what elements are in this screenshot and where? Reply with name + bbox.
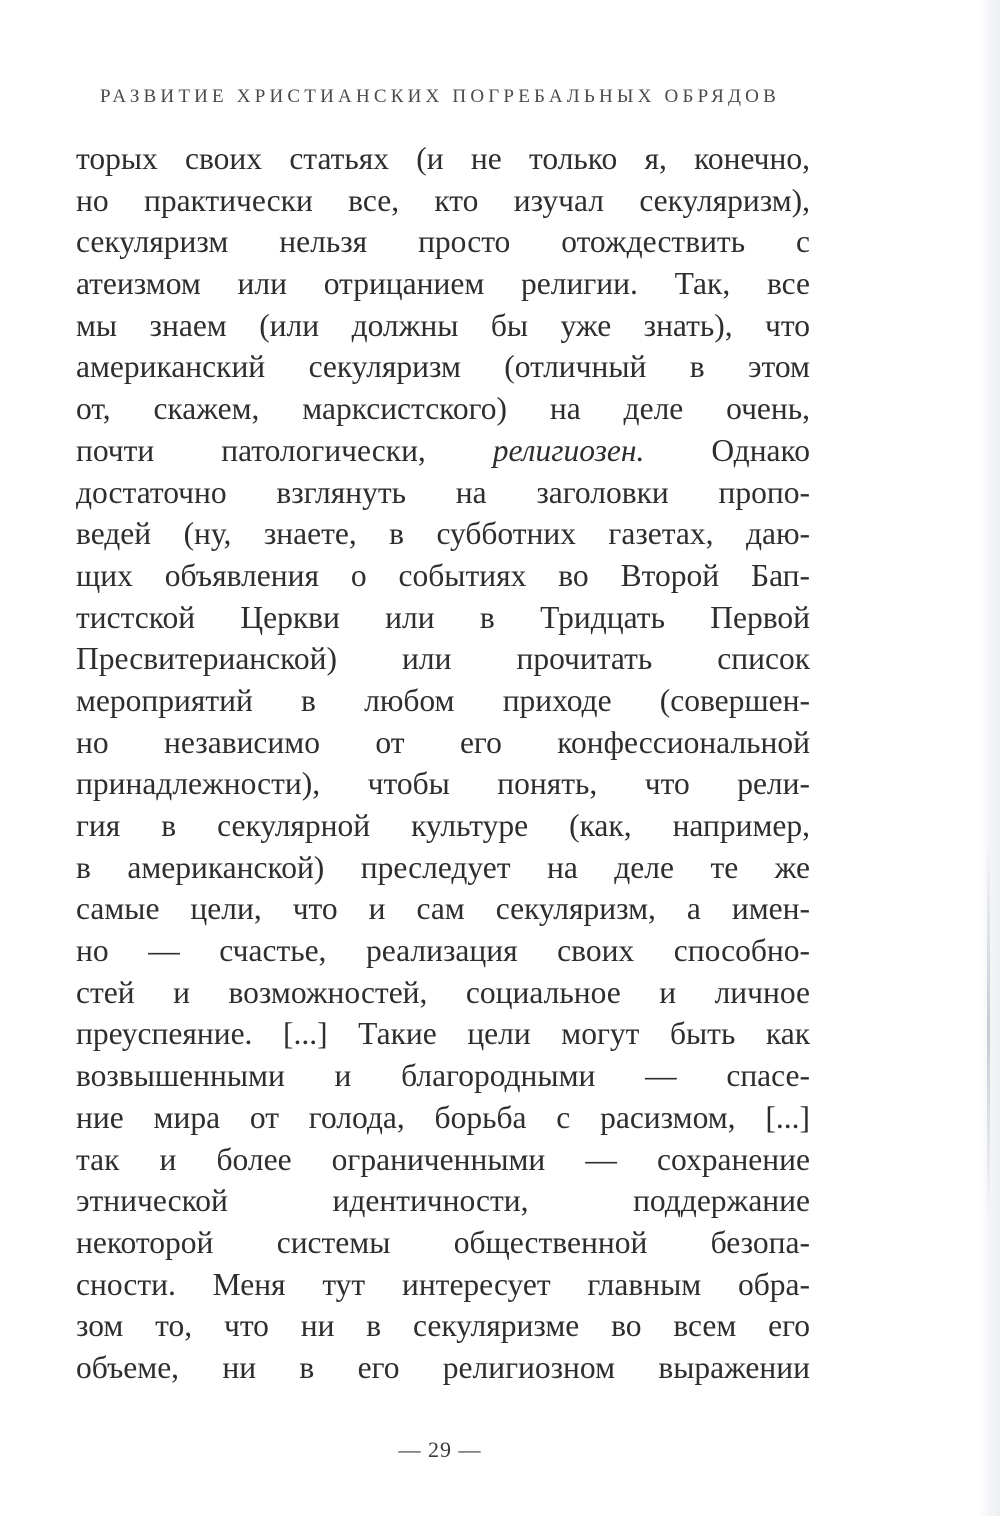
scan-edge-mark: [987, 840, 990, 1220]
text-line-25: так и более ограниченными — сохранение: [76, 1141, 810, 1177]
text-line-17: гия в секулярной культуре (как, например,: [76, 808, 810, 843]
italic-word: религиозен.: [492, 432, 645, 468]
scan-edge-shadow: [978, 0, 1000, 1516]
page-number: — 29 —: [398, 1437, 482, 1462]
text-line-3: секуляризм нельзя просто отождествить с: [76, 224, 810, 260]
text-line-5: мы знаем (или должны бы уже знать), что: [76, 307, 810, 343]
text-line-26: этнической идентичности, поддержание: [76, 1183, 810, 1219]
text-line-28: сности. Меня тут интересует главным обра-: [76, 1266, 810, 1302]
text-line-16: принадлежности), чтобы понять, что рели-: [76, 766, 810, 802]
text-line-8-lead: почти патологически,: [76, 432, 426, 468]
text-line-8: [76, 430, 810, 472]
text-line-8-tail: Однако: [711, 432, 810, 468]
text-line-15: но независимо от его конфессиональной: [76, 724, 810, 760]
text-line-18: в американской) преследует на деле те же: [76, 849, 810, 885]
text-line-14: мероприятий в любом приходе (совершен-: [76, 682, 810, 718]
text-line-12: тистской Церкви или в Тридцать Первой: [76, 599, 810, 635]
text-line-30: объеме, ни в его религиозном выражении: [76, 1349, 810, 1385]
running-head: РАЗВИТИЕ ХРИСТИАНСКИХ ПОГРЕБАЛЬНЫХ ОБРЯДОВ: [100, 86, 780, 107]
body-text: [76, 138, 810, 1389]
text-line-2: но практически все, кто изучал секуляризм),: [76, 182, 810, 218]
text-line-27: некоторой системы общественной безопа-: [76, 1224, 810, 1260]
text-line-13: Пресвитерианской) или прочитать список: [76, 641, 810, 677]
text-line-22: преуспеяние. [...] Такие цели могут быть как: [76, 1016, 810, 1052]
text-line-10: ведей (ну, знаете, в субботних газетах, даю-: [76, 516, 810, 552]
text-line-20: но — счастье, реализация своих способно-: [76, 933, 810, 969]
text-line-9: достаточно взглянуть на заголовки пропо-: [76, 474, 810, 510]
text-line-7: от, скажем, марксистского) на деле очень,: [76, 391, 810, 427]
text-line-6: американский секуляризм (отличный в этом: [76, 349, 810, 385]
text-line-11: щих объявления о событиях во Второй Бап-: [76, 557, 810, 593]
text-line-23: возвышенными и благородными — спасе-: [76, 1058, 810, 1094]
text-line-1: торых своих статьях (и не только я, конечно,: [76, 141, 810, 176]
text-line-19: самые цели, что и сам секуляризм, а имен-: [76, 891, 810, 927]
text-line-21: стей и возможностей, социальное и личное: [76, 974, 810, 1010]
text-line-29: зом то, что ни в секуляризме во всем его: [76, 1308, 810, 1344]
text-line-24: ние мира от голода, борьба с расизмом, [...]: [76, 1099, 810, 1135]
text-line-4: атеизмом или отрицанием религии. Так, все: [76, 266, 810, 302]
